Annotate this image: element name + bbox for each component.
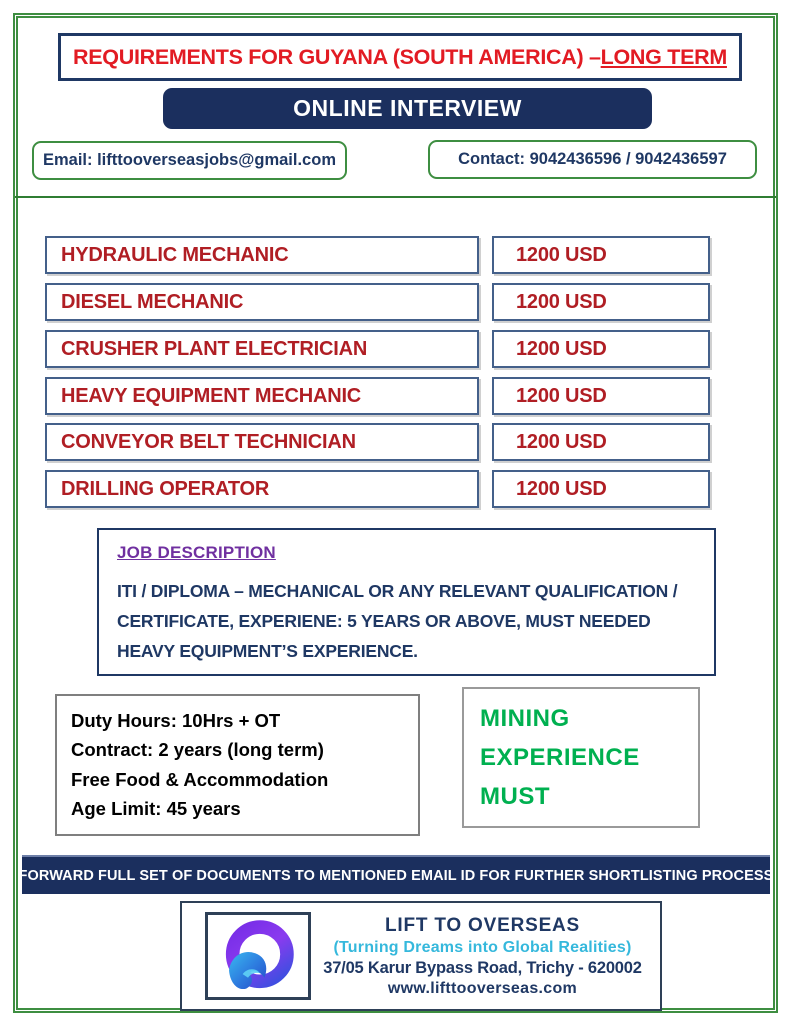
forward-documents-banner bbox=[18, 855, 774, 894]
company-tagline: (Turning Dreams into Global Realities) bbox=[333, 938, 632, 956]
job-title: HEAVY EQUIPMENT MECHANIC bbox=[61, 384, 362, 407]
email-contact-box[interactable] bbox=[32, 141, 347, 180]
poster-title bbox=[58, 33, 742, 81]
mining-experience-box bbox=[462, 687, 700, 828]
terms-box bbox=[55, 694, 420, 836]
mining-note-line: MUST bbox=[480, 782, 550, 810]
job-row-salary bbox=[492, 330, 710, 368]
online-interview-banner bbox=[163, 88, 652, 129]
job-row-title bbox=[45, 377, 479, 415]
job-title: CONVEYOR BELT TECHNICIAN bbox=[61, 430, 356, 453]
job-row-title bbox=[45, 423, 479, 461]
lift-to-overseas-logo-icon bbox=[212, 918, 304, 994]
job-row-title bbox=[45, 470, 479, 508]
job-salary: 1200 USD bbox=[516, 430, 607, 453]
job-row-salary bbox=[492, 470, 710, 508]
mining-note-line: EXPERIENCE bbox=[480, 743, 640, 771]
company-logo-frame bbox=[205, 912, 311, 1000]
company-name: LIFT TO OVERSEAS bbox=[384, 914, 581, 936]
header-separator-line bbox=[15, 196, 776, 198]
age-limit-line: Age Limit: 45 years bbox=[71, 798, 241, 820]
phone-label[interactable]: Contact: 9042436596 / 9042436597 bbox=[458, 150, 727, 168]
job-salary: 1200 USD bbox=[516, 384, 607, 407]
forward-documents-text: FORWARD FULL SET OF DOCUMENTS TO MENTIONED EMAIL ID FOR FURTHER SHORTLISTING PROCESS bbox=[18, 867, 774, 884]
contract-line: Contract: 2 years (long term) bbox=[71, 739, 324, 761]
food-accommodation-line: Free Food & Accommodation bbox=[71, 768, 329, 790]
job-row-salary bbox=[492, 377, 710, 415]
phone-contact-box[interactable] bbox=[428, 140, 757, 179]
job-row-title bbox=[45, 330, 479, 368]
job-salary: 1200 USD bbox=[516, 290, 607, 313]
job-title: HYDRAULIC MECHANIC bbox=[61, 243, 289, 266]
poster-title-text: REQUIREMENTS FOR GUYANA (SOUTH AMERICA) – bbox=[73, 44, 601, 69]
job-row-title bbox=[45, 283, 479, 321]
job-row-salary bbox=[492, 236, 710, 274]
company-card bbox=[180, 901, 662, 1011]
job-description-heading: JOB DESCRIPTION bbox=[117, 543, 276, 562]
duty-hours-line: Duty Hours: 10Hrs + OT bbox=[71, 709, 281, 731]
poster-title-long-term: LONG TERM bbox=[600, 44, 727, 69]
job-row-salary bbox=[492, 283, 710, 321]
job-title: DIESEL MECHANIC bbox=[61, 290, 244, 313]
job-salary: 1200 USD bbox=[516, 477, 607, 500]
company-website-link[interactable]: www.lifttooverseas.com bbox=[387, 979, 578, 997]
job-description-box bbox=[97, 528, 716, 676]
mining-note-line: MINING bbox=[480, 704, 570, 732]
job-row-salary bbox=[492, 423, 710, 461]
company-info bbox=[311, 915, 660, 998]
email-label[interactable]: Email: lifttooverseasjobs@gmail.com bbox=[42, 151, 336, 169]
job-row-title bbox=[45, 236, 479, 274]
job-salary: 1200 USD bbox=[516, 243, 607, 266]
online-interview-label: ONLINE INTERVIEW bbox=[293, 95, 522, 121]
job-title: DRILLING OPERATOR bbox=[61, 477, 270, 500]
company-address: 37/05 Karur Bypass Road, Trichy - 620002 bbox=[323, 958, 642, 977]
job-salary: 1200 USD bbox=[516, 337, 607, 360]
job-description-body: ITI / DIPLOMA – MECHANICAL OR ANY RELEVANT QUALIFICATION / CERTIFICATE, EXPERIENE: 5 YEARS OR ABOVE, MUST NEEDED HEAVY EQUIPMENT’S EXPERIENCE. bbox=[117, 581, 678, 662]
job-title: CRUSHER PLANT ELECTRICIAN bbox=[61, 337, 368, 360]
